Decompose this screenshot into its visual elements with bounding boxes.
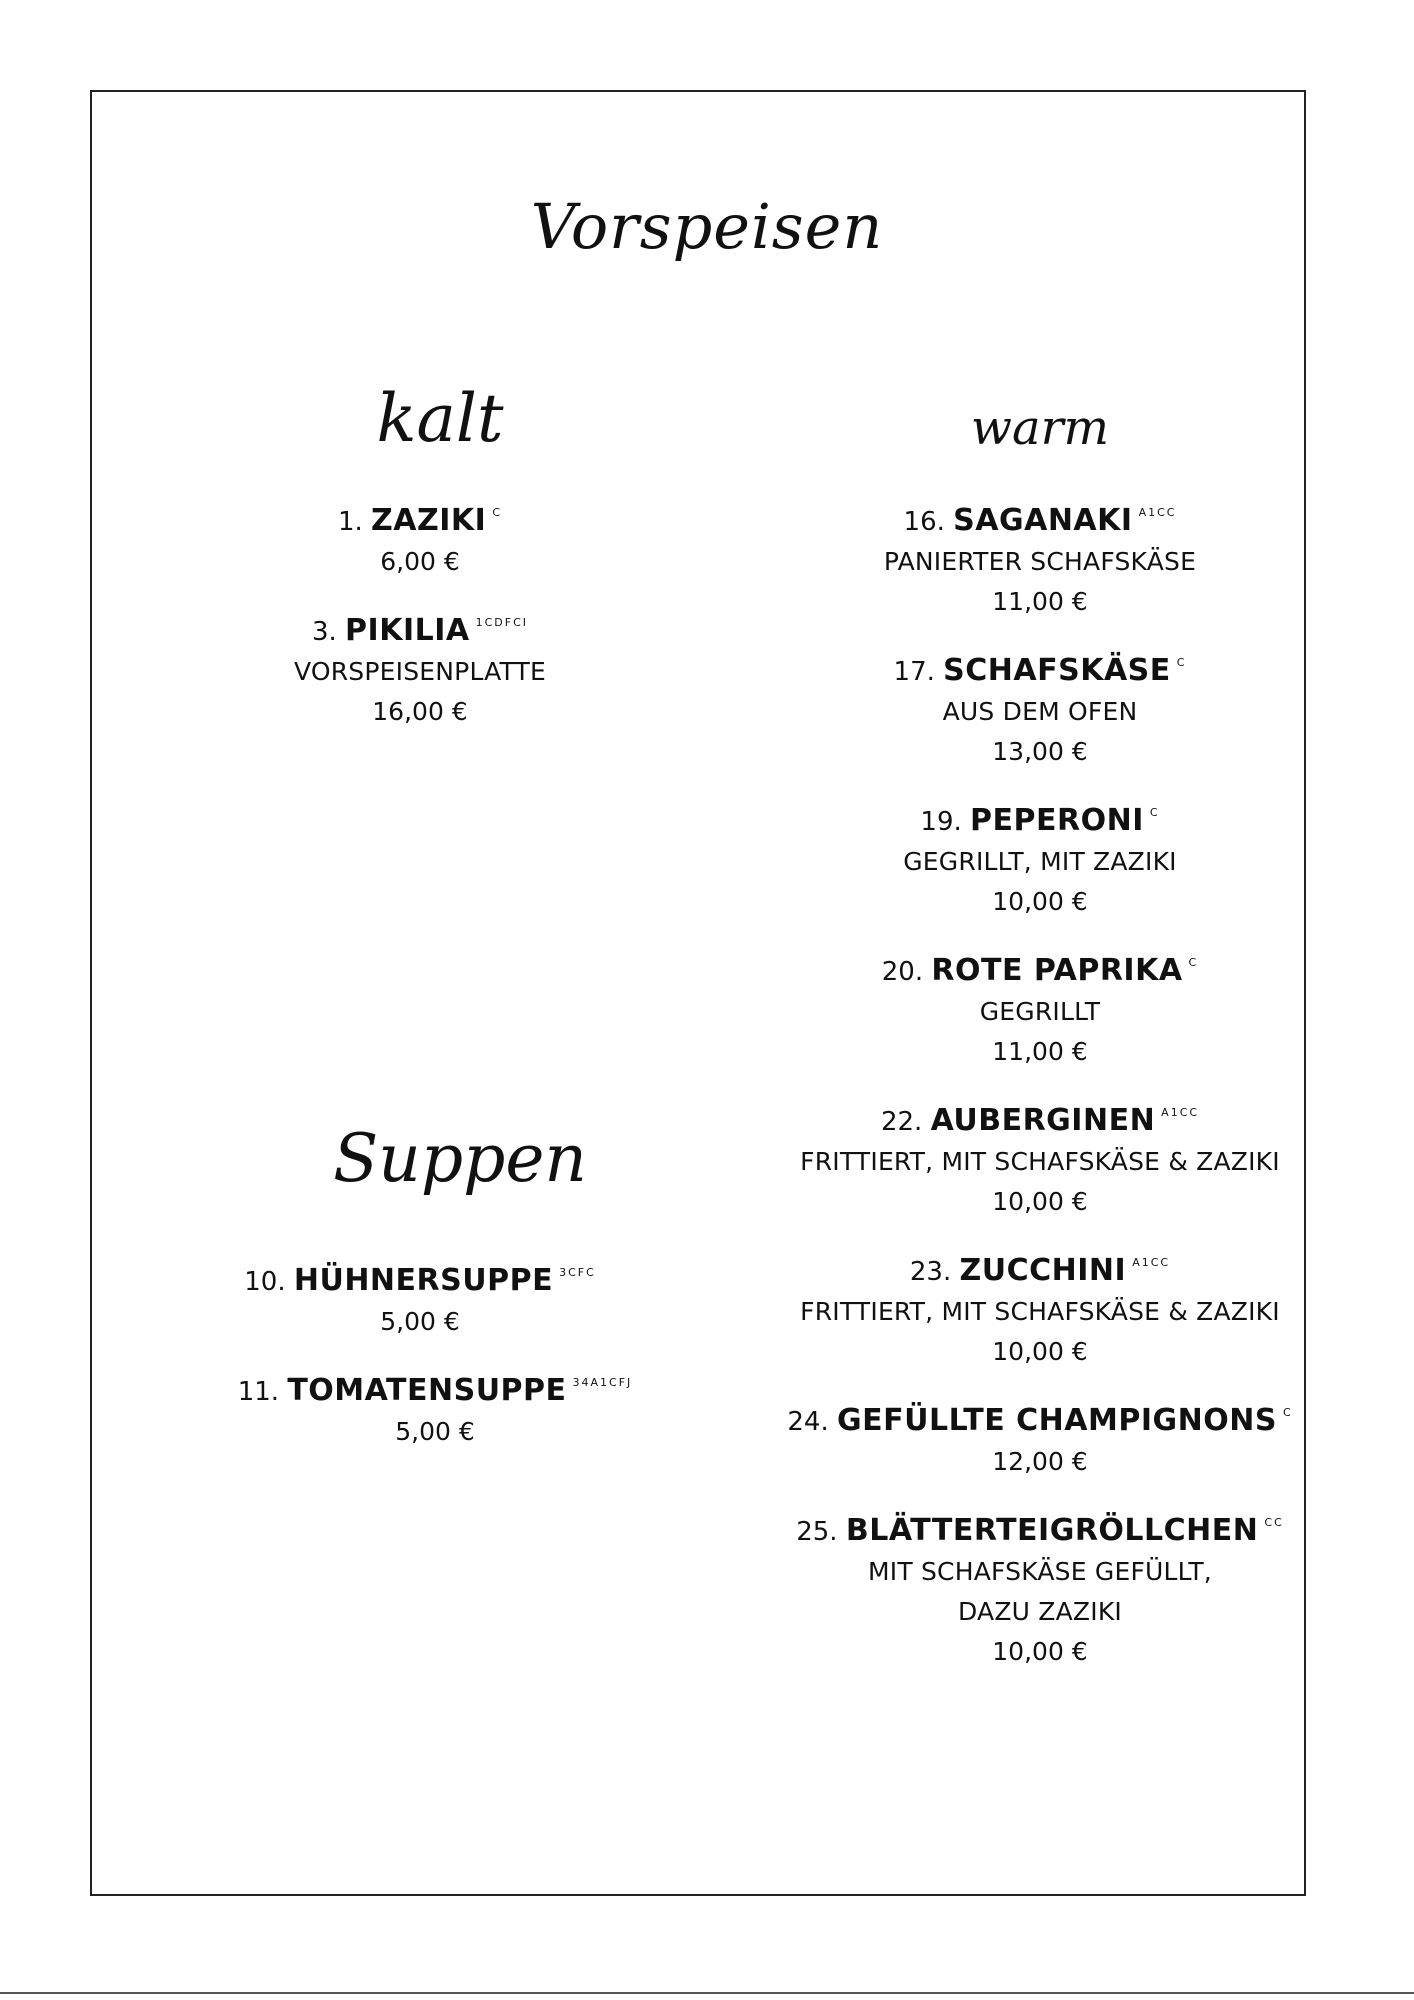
menu-item-gefuellte-champignons: [760, 1393, 1320, 1482]
menu-item-price: 13,00 €: [992, 737, 1088, 766]
menu-item-number: 3.: [311, 617, 337, 647]
menu-item-number: 20.: [881, 957, 924, 987]
cold-section-heading: kalt: [376, 380, 504, 457]
menu-item-name: PEPERONI: [970, 803, 1144, 838]
menu-item-price: 16,00 €: [372, 697, 468, 726]
menu-item-auberginen: [760, 1093, 1320, 1222]
menu-item-number: 23.: [909, 1257, 952, 1287]
menu-item-price: 5,00 €: [380, 1307, 460, 1336]
menu-item-number: 16.: [903, 507, 945, 537]
menu-item-zucchini: [760, 1243, 1320, 1372]
menu-item-title: [220, 1363, 650, 1412]
menu-item-pikilia: [230, 603, 610, 732]
menu-item-allergens: 1CDFCI: [475, 616, 529, 629]
menu-item-name: ZAZIKI: [371, 503, 487, 538]
menu-item-description: GEGRILLT, MIT ZAZIKI: [903, 847, 1177, 876]
menu-item-huehnersuppe: [220, 1253, 620, 1342]
menu-item-allergens: C: [492, 506, 503, 519]
page-title: Vorspeisen: [530, 190, 884, 263]
menu-item-tomatensuppe: [220, 1363, 650, 1452]
page-bottom-rule: [0, 1992, 1414, 1994]
menu-item-name: PIKILIA: [345, 613, 470, 648]
menu-item-allergens: C: [1149, 806, 1160, 819]
menu-item-price: 5,00 €: [395, 1417, 475, 1446]
menu-item-number: 24.: [787, 1407, 829, 1437]
menu-item-title: [760, 793, 1320, 842]
menu-item-allergens: 34A1CFJ: [572, 1376, 633, 1389]
menu-item-title: [760, 1093, 1320, 1142]
menu-item-title: [240, 493, 600, 542]
menu-item-schafskaese: [760, 643, 1320, 772]
menu-item-rote-paprika: [760, 943, 1320, 1072]
menu-item-description: GEGRILLT: [979, 997, 1101, 1026]
menu-item-description: MIT SCHAFSKÄSE GEFÜLLT,: [868, 1557, 1212, 1586]
menu-item-description: PANIERTER SCHAFSKÄSE: [883, 547, 1197, 576]
menu-item-number: 19.: [920, 807, 962, 837]
soups-section-heading: Suppen: [333, 1120, 587, 1197]
menu-item-description: FRITTIERT, MIT SCHAFSKÄSE & ZAZIKI: [800, 1147, 1280, 1176]
menu-item-name: ROTE PAPRIKA: [931, 953, 1183, 988]
menu-item-allergens: C: [1282, 1406, 1293, 1419]
menu-item-zaziki: [240, 493, 600, 582]
menu-item-peperoni: [760, 793, 1320, 922]
menu-item-title: [760, 643, 1320, 692]
menu-item-allergens: CC: [1264, 1516, 1284, 1529]
menu-item-price: 11,00 €: [992, 587, 1088, 616]
menu-item-description: FRITTIERT, MIT SCHAFSKÄSE & ZAZIKI: [800, 1297, 1280, 1326]
menu-item-title: [230, 603, 610, 652]
menu-item-allergens: C: [1176, 656, 1187, 669]
warm-section-heading: warm: [970, 400, 1110, 456]
menu-item-name: GEFÜLLTE CHAMPIGNONS: [837, 1403, 1277, 1438]
menu-item-price: 10,00 €: [992, 1637, 1088, 1666]
menu-item-title: [760, 493, 1320, 542]
menu-item-number: 11.: [237, 1377, 280, 1407]
menu-item-allergens: A1CC: [1138, 506, 1177, 519]
menu-item-title: [220, 1253, 620, 1302]
menu-item-number: 1.: [337, 507, 363, 537]
menu-item-price: 6,00 €: [380, 547, 460, 576]
menu-item-title: [760, 943, 1320, 992]
menu-item-allergens: A1CC: [1132, 1256, 1171, 1269]
menu-item-number: 10.: [244, 1267, 286, 1297]
menu-item-allergens: A1CC: [1161, 1106, 1200, 1119]
menu-item-name: TOMATENSUPPE: [287, 1373, 567, 1408]
menu-item-description: VORSPEISENPLATTE: [293, 657, 547, 686]
menu-item-price: 10,00 €: [992, 1337, 1088, 1366]
menu-item-name: AUBERGINEN: [930, 1103, 1156, 1138]
menu-item-description-line2: DAZU ZAZIKI: [958, 1597, 1122, 1626]
menu-item-name: ZUCCHINI: [959, 1253, 1127, 1288]
menu-item-name: SAGANAKI: [953, 503, 1133, 538]
menu-item-number: 17.: [893, 657, 935, 687]
menu-item-name: SCHAFSKÄSE: [943, 653, 1171, 688]
menu-item-title: [760, 1243, 1320, 1292]
menu-item-number: 22.: [880, 1107, 923, 1137]
menu-item-price: 11,00 €: [992, 1037, 1088, 1066]
menu-item-price: 10,00 €: [992, 1187, 1088, 1216]
menu-item-saganaki: [760, 493, 1320, 622]
menu-item-title: [760, 1503, 1320, 1552]
menu-item-title: [760, 1393, 1320, 1442]
menu-item-name: BLÄTTERTEIGRÖLLCHEN: [845, 1513, 1259, 1548]
menu-item-description: AUS DEM OFEN: [942, 697, 1138, 726]
menu-item-allergens: 3CFC: [559, 1266, 596, 1279]
menu-item-number: 25.: [796, 1517, 838, 1547]
menu-item-blaetterteigroellchen: [760, 1503, 1320, 1672]
menu-item-price: 10,00 €: [992, 887, 1088, 916]
menu-item-allergens: C: [1188, 956, 1199, 969]
menu-item-price: 12,00 €: [992, 1447, 1088, 1476]
menu-item-name: HÜHNERSUPPE: [293, 1263, 554, 1298]
